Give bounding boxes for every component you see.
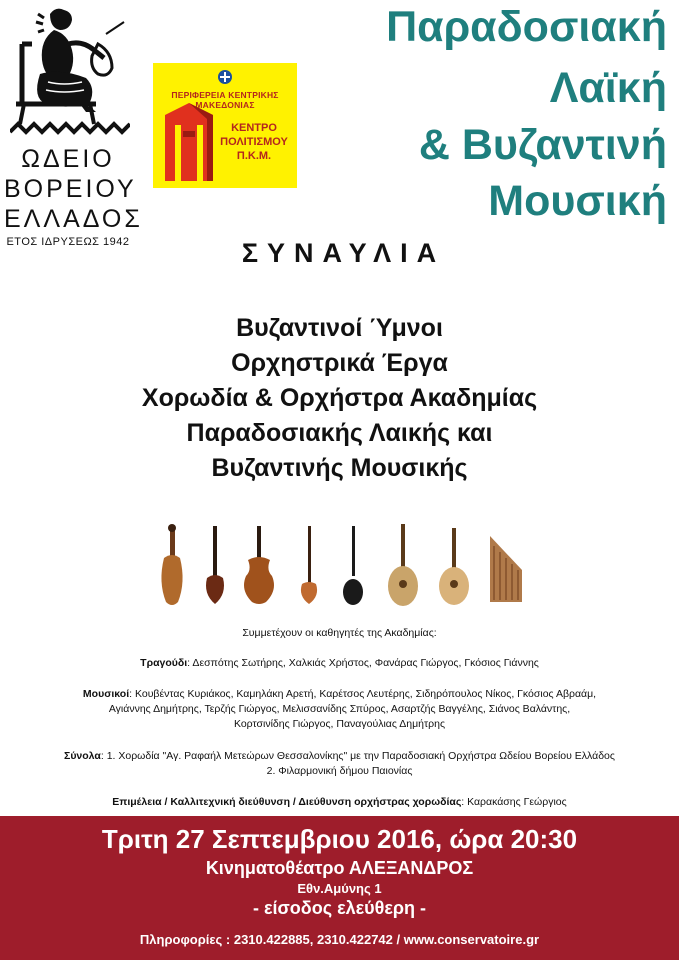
- footer-band: [0, 816, 679, 960]
- kp-building-logo-icon: [163, 103, 215, 183]
- direction-label: Επιμέλεια / Καλλιτεχνική διεύθυνση / Διεύθυνση ορχήστρας χορωδίας: [112, 796, 462, 808]
- music-label: Μουσικοί: [82, 688, 130, 700]
- title-line-3: & Βυζαντινή: [418, 121, 667, 169]
- credits-ensembles-2: 2. Φιλαρμονική δήμου Παιονίας: [266, 765, 413, 777]
- sponsor-line-2: ΠΟΛΙΤΙΣΜΟΥ: [220, 136, 288, 148]
- lute-icon: [388, 524, 418, 606]
- ensembles-label: Σύνολα: [64, 750, 101, 762]
- sponsor-line-1: ΚΕΝΤΡΟ: [231, 122, 277, 134]
- instruments-row: [150, 520, 540, 615]
- violin-icon: [244, 526, 274, 604]
- credits-music-2: Αγιάννης Δημήτρης, Τερζής Γιώργος, Μελισσανίδης Σπύρος, Ασαρτζής Βαγγέλης, Σιάνος Βαλάντης,: [108, 703, 571, 715]
- credits-song: [0, 656, 679, 671]
- credits-ensembles-1: [0, 749, 679, 764]
- title-line-4: Μουσική: [488, 177, 667, 225]
- saz-icon: [343, 526, 363, 605]
- concert-heading: ΣΥΝΑΥΛΙΑ: [241, 238, 446, 268]
- cultural-center-logo: [153, 63, 297, 188]
- logo-founded: ΕΤΟΣ ΙΔΡΥΣΕΩΣ 1942: [6, 236, 130, 248]
- program-line-2: Ορχηστρικά Έργα: [231, 349, 448, 377]
- event-address: Εθν.Αμύνης 1: [297, 881, 382, 896]
- credits-music-1: [0, 687, 679, 702]
- greek-emblem-icon: [217, 69, 233, 85]
- credits-music-3: Κορτσινίδης Γιώργος, Παναγούλιας Δημήτρης: [233, 718, 446, 730]
- event-info: Πληροφορίες : 2310.422885, 2310.422742 / www.conservatoire.gr: [139, 932, 540, 947]
- conservatory-logo: [4, 4, 143, 254]
- title-line-1: Παραδοσιακή: [386, 3, 667, 51]
- event-date: Τριτη 27 Σεπτεμβριου 2016, ώρα 20:30: [101, 824, 578, 854]
- program-line-4: Παραδοσιακής Λαικής και: [186, 419, 493, 447]
- event-entry: - είσοδος ελεύθερη -: [252, 898, 427, 918]
- song-text: : Δεσπότης Σωτήρης, Χαλκιάς Χρήστος, Φανάρας Γιώργος, Γκόσιος Γιάννης: [187, 657, 539, 669]
- sponsor-region: ΠΕΡΙΦΕΡΕΙΑ ΚΕΝΤΡΙΚΗΣ ΜΑΚΕΔΟΝΙΑΣ: [171, 90, 279, 110]
- program-line-5: Βυζαντινής Μουσικής: [211, 454, 468, 482]
- program-line-1: Βυζαντινοί Ύμνοι: [236, 314, 443, 342]
- title-line-2: Λαϊκή: [549, 64, 667, 112]
- program-line-3: Χορωδία & Ορχήστρα Ακαδημίας: [141, 384, 538, 412]
- oud-icon: [439, 528, 469, 605]
- song-label: Τραγούδι: [140, 657, 188, 669]
- ensembles-text-1: : 1. Χορωδία "Αγ. Ραφαήλ Μετεώρων Θεσσαλονίκης" με την Παραδοσιακή Ορχήστρα Ωδείου Βορείου Ελλάδος: [100, 750, 615, 762]
- tambouras-icon: [301, 526, 317, 604]
- kanonaki-icon: [490, 536, 522, 602]
- logo-line-1: ΩΔΕΙΟ: [21, 145, 115, 173]
- credits-intro: Συμμετέχουν οι καθηγητές της Ακαδημίας:: [242, 627, 437, 639]
- lyra-icon: [161, 524, 182, 605]
- baglamas-icon: [206, 526, 224, 604]
- logo-line-3: ΕΛΛΑΔΟΣ: [4, 205, 143, 233]
- logo-line-2: ΒΟΡΕΙΟΥ: [4, 175, 137, 203]
- music-text-1: : Κουβέντας Κυριάκος, Καμηλάκη Αρετή, Καρέτσος Λευτέρης, Σιδηρόπουλος Νίκος, Γκόσιος Αβραάμ,: [129, 688, 597, 700]
- event-venue: Κινηματοθέατρο ΑΛΕΞΑΝΔΡΟΣ: [205, 858, 474, 878]
- sponsor-line-3: Π.Κ.Μ.: [236, 150, 272, 162]
- direction-text: : Καρακάσης Γεώργιος: [461, 796, 567, 808]
- seated-musician-logo-icon: [10, 4, 130, 144]
- credits-direction: [0, 795, 679, 810]
